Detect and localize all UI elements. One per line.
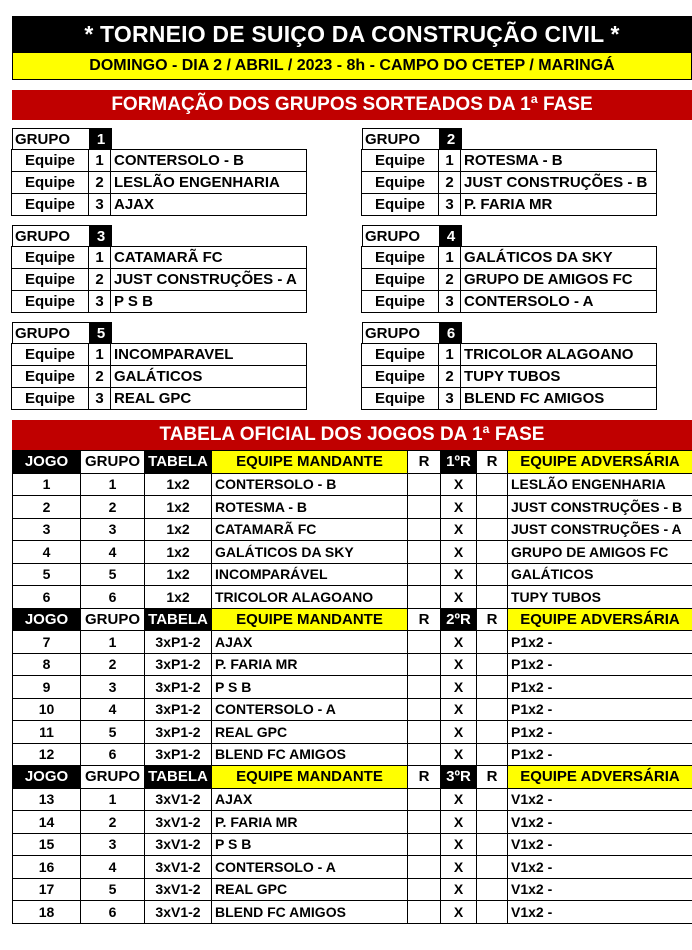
- game-row: [13, 721, 692, 744]
- game-vs: X: [441, 856, 477, 879]
- col-r-away: R: [477, 608, 508, 631]
- group-team-row: [362, 269, 692, 291]
- game-away-score: [477, 676, 508, 699]
- games-section-title: TABELA OFICIAL DOS JOGOS DA 1ª FASE: [12, 420, 692, 450]
- game-vs: X: [441, 653, 477, 676]
- game-vs: X: [441, 563, 477, 586]
- game-home-team: BLEND FC AMIGOS: [212, 743, 408, 766]
- game-vs: X: [441, 631, 477, 654]
- col-away: EQUIPE ADVERSÁRIA: [508, 608, 692, 631]
- game-home-score: [408, 473, 441, 496]
- game-table: 3xV1-2: [145, 878, 212, 901]
- team-name: REAL GPC: [110, 387, 307, 410]
- team-label: Equipe: [361, 387, 439, 410]
- game-vs: X: [441, 901, 477, 924]
- game-number: 12: [13, 743, 81, 766]
- game-vs: X: [441, 473, 477, 496]
- game-table: 3xV1-2: [145, 856, 212, 879]
- event-subtitle: DOMINGO - DIA 2 / ABRIL / 2023 - 8h - CAMPO DO CETEP / MARINGÁ: [12, 52, 692, 80]
- game-group: 5: [81, 563, 145, 586]
- team-name: GALÁTICOS: [110, 365, 307, 388]
- game-vs: X: [441, 788, 477, 811]
- game-home-score: [408, 811, 441, 834]
- group-team-row: [12, 291, 342, 313]
- col-r-away: R: [477, 451, 508, 474]
- group-team-row: [12, 150, 342, 172]
- team-label: Equipe: [361, 365, 439, 388]
- game-number: 11: [13, 721, 81, 744]
- team-name: INCOMPARAVEL: [110, 343, 307, 366]
- team-position: 3: [438, 387, 461, 410]
- game-table: 3xP1-2: [145, 631, 212, 654]
- team-position: 1: [438, 246, 461, 269]
- game-away-team: V1x2 -: [508, 788, 692, 811]
- team-label: Equipe: [361, 343, 439, 366]
- team-name: CONTERSOLO - A: [460, 290, 657, 313]
- game-home-score: [408, 496, 441, 519]
- team-label: Equipe: [11, 365, 89, 388]
- game-home-team: P. FARIA MR: [212, 653, 408, 676]
- game-number: 1: [13, 473, 81, 496]
- game-away-team: TUPY TUBOS: [508, 586, 692, 609]
- group-team-row: [362, 344, 692, 366]
- col-tabela: TABELA: [145, 766, 212, 789]
- game-vs: X: [441, 586, 477, 609]
- game-number: 10: [13, 698, 81, 721]
- game-row: [13, 676, 692, 699]
- game-table: 3xV1-2: [145, 901, 212, 924]
- game-home-team: CATAMARÃ FC: [212, 518, 408, 541]
- game-away-team: P1x2 -: [508, 721, 692, 744]
- game-table: 1x2: [145, 563, 212, 586]
- game-home-score: [408, 586, 441, 609]
- col-round: 3ºR: [441, 766, 477, 789]
- team-position: 3: [88, 193, 111, 216]
- team-label: Equipe: [11, 193, 89, 216]
- team-label: Equipe: [361, 149, 439, 172]
- col-home: EQUIPE MANDANTE: [212, 766, 408, 789]
- col-round: 2ºR: [441, 608, 477, 631]
- group-team-row: [362, 172, 692, 194]
- game-vs: X: [441, 698, 477, 721]
- team-label: Equipe: [11, 171, 89, 194]
- group-team-row: [362, 247, 692, 269]
- game-row: [13, 473, 692, 496]
- game-home-score: [408, 631, 441, 654]
- team-position: 1: [88, 246, 111, 269]
- group-box-6: [362, 322, 692, 410]
- col-round: 1ºR: [441, 451, 477, 474]
- games-header-row: [13, 766, 692, 789]
- team-name: GALÁTICOS DA SKY: [460, 246, 657, 269]
- group-team-row: [12, 344, 342, 366]
- team-name: CONTERSOLO - B: [110, 149, 307, 172]
- game-table: 1x2: [145, 518, 212, 541]
- team-label: Equipe: [11, 149, 89, 172]
- game-vs: X: [441, 496, 477, 519]
- game-home-team: GALÁTICOS DA SKY: [212, 541, 408, 564]
- game-away-team: P1x2 -: [508, 653, 692, 676]
- game-number: 8: [13, 653, 81, 676]
- game-table: 3xP1-2: [145, 721, 212, 744]
- game-number: 18: [13, 901, 81, 924]
- team-position: 3: [438, 193, 461, 216]
- team-position: 2: [88, 171, 111, 194]
- game-away-score: [477, 901, 508, 924]
- team-name: P S B: [110, 290, 307, 313]
- team-position: 3: [438, 290, 461, 313]
- game-home-score: [408, 541, 441, 564]
- game-group: 6: [81, 586, 145, 609]
- game-home-score: [408, 878, 441, 901]
- game-group: 3: [81, 518, 145, 541]
- team-position: 2: [438, 268, 461, 291]
- game-away-team: V1x2 -: [508, 833, 692, 856]
- team-position: 3: [88, 387, 111, 410]
- col-jogo: JOGO: [13, 451, 81, 474]
- game-away-score: [477, 473, 508, 496]
- team-position: 2: [88, 365, 111, 388]
- col-away: EQUIPE ADVERSÁRIA: [508, 766, 692, 789]
- game-group: 3: [81, 833, 145, 856]
- col-grupo: GRUPO: [81, 451, 145, 474]
- team-position: 2: [438, 171, 461, 194]
- team-label: Equipe: [361, 171, 439, 194]
- game-number: 6: [13, 586, 81, 609]
- group-team-row: [12, 247, 342, 269]
- game-away-score: [477, 496, 508, 519]
- game-group: 1: [81, 631, 145, 654]
- game-group: 5: [81, 721, 145, 744]
- game-vs: X: [441, 743, 477, 766]
- game-home-score: [408, 698, 441, 721]
- game-table: 1x2: [145, 496, 212, 519]
- team-name: GRUPO DE AMIGOS FC: [460, 268, 657, 291]
- game-row: [13, 518, 692, 541]
- team-position: 1: [438, 149, 461, 172]
- col-r-away: R: [477, 766, 508, 789]
- game-group: 2: [81, 811, 145, 834]
- team-position: 1: [438, 343, 461, 366]
- game-away-team: V1x2 -: [508, 901, 692, 924]
- group-team-row: [362, 194, 692, 216]
- groups-section-title: FORMAÇÃO DOS GRUPOS SORTEADOS DA 1ª FASE: [12, 90, 692, 120]
- group-team-row: [12, 366, 342, 388]
- game-away-score: [477, 856, 508, 879]
- col-r-home: R: [408, 451, 441, 474]
- game-row: [13, 901, 692, 924]
- team-name: AJAX: [110, 193, 307, 216]
- game-group: 2: [81, 496, 145, 519]
- group-team-row: [12, 269, 342, 291]
- game-row: [13, 631, 692, 654]
- game-row: [13, 856, 692, 879]
- team-label: Equipe: [361, 268, 439, 291]
- game-number: 4: [13, 541, 81, 564]
- game-row: [13, 788, 692, 811]
- col-home: EQUIPE MANDANTE: [212, 451, 408, 474]
- team-name: ROTESMA - B: [460, 149, 657, 172]
- game-home-score: [408, 676, 441, 699]
- game-table: 3xP1-2: [145, 698, 212, 721]
- games-header-row: [13, 451, 692, 474]
- game-group: 4: [81, 698, 145, 721]
- game-home-score: [408, 788, 441, 811]
- game-table: 1x2: [145, 541, 212, 564]
- team-label: Equipe: [11, 387, 89, 410]
- game-number: 16: [13, 856, 81, 879]
- game-group: 3: [81, 676, 145, 699]
- game-away-score: [477, 698, 508, 721]
- game-number: 9: [13, 676, 81, 699]
- game-row: [13, 563, 692, 586]
- team-label: Equipe: [11, 290, 89, 313]
- game-away-team: LESLÃO ENGENHARIA: [508, 473, 692, 496]
- team-label: Equipe: [11, 268, 89, 291]
- group-label: GRUPO: [12, 322, 90, 344]
- game-group: 4: [81, 856, 145, 879]
- team-name: P. FARIA MR: [460, 193, 657, 216]
- game-vs: X: [441, 518, 477, 541]
- game-away-team: V1x2 -: [508, 856, 692, 879]
- game-away-score: [477, 878, 508, 901]
- game-away-team: JUST CONSTRUÇÕES - A: [508, 518, 692, 541]
- game-home-team: AJAX: [212, 631, 408, 654]
- team-position: 2: [438, 365, 461, 388]
- group-team-row: [12, 388, 342, 410]
- game-home-team: CONTERSOLO - A: [212, 698, 408, 721]
- group-team-row: [362, 388, 692, 410]
- game-vs: X: [441, 541, 477, 564]
- group-team-row: [362, 366, 692, 388]
- game-away-team: P1x2 -: [508, 698, 692, 721]
- game-vs: X: [441, 833, 477, 856]
- game-row: [13, 541, 692, 564]
- game-home-score: [408, 563, 441, 586]
- game-home-score: [408, 743, 441, 766]
- group-number: 3: [90, 225, 112, 247]
- game-away-team: JUST CONSTRUÇÕES - B: [508, 496, 692, 519]
- game-number: 13: [13, 788, 81, 811]
- col-r-home: R: [408, 766, 441, 789]
- group-label: GRUPO: [362, 128, 440, 150]
- group-label: GRUPO: [362, 322, 440, 344]
- game-home-team: P S B: [212, 676, 408, 699]
- game-away-score: [477, 563, 508, 586]
- group-number: 6: [440, 322, 462, 344]
- game-away-team: P1x2 -: [508, 676, 692, 699]
- game-row: [13, 586, 692, 609]
- group-label: GRUPO: [12, 128, 90, 150]
- team-name: TRICOLOR ALAGOANO: [460, 343, 657, 366]
- team-label: Equipe: [11, 343, 89, 366]
- team-position: 3: [88, 290, 111, 313]
- game-vs: X: [441, 676, 477, 699]
- tournament-title: * TORNEIO DE SUIÇO DA CONSTRUÇÃO CIVIL *: [12, 16, 692, 52]
- game-home-team: CONTERSOLO - A: [212, 856, 408, 879]
- group-team-row: [362, 291, 692, 313]
- game-group: 4: [81, 541, 145, 564]
- game-away-team: GRUPO DE AMIGOS FC: [508, 541, 692, 564]
- group-box-2: [362, 128, 692, 216]
- group-box-4: [362, 225, 692, 313]
- game-away-score: [477, 518, 508, 541]
- game-number: 5: [13, 563, 81, 586]
- col-home: EQUIPE MANDANTE: [212, 608, 408, 631]
- game-vs: X: [441, 811, 477, 834]
- game-away-team: GALÁTICOS: [508, 563, 692, 586]
- game-home-score: [408, 901, 441, 924]
- group-label: GRUPO: [12, 225, 90, 247]
- game-number: 15: [13, 833, 81, 856]
- game-number: 17: [13, 878, 81, 901]
- game-home-team: TRICOLOR ALAGOANO: [212, 586, 408, 609]
- game-away-score: [477, 743, 508, 766]
- game-table: 1x2: [145, 586, 212, 609]
- game-number: 2: [13, 496, 81, 519]
- game-number: 7: [13, 631, 81, 654]
- team-label: Equipe: [11, 246, 89, 269]
- game-home-score: [408, 833, 441, 856]
- game-row: [13, 698, 692, 721]
- team-label: Equipe: [361, 246, 439, 269]
- game-group: 1: [81, 473, 145, 496]
- game-away-team: V1x2 -: [508, 878, 692, 901]
- col-away: EQUIPE ADVERSÁRIA: [508, 451, 692, 474]
- game-vs: X: [441, 878, 477, 901]
- games-table: [12, 450, 692, 924]
- team-label: Equipe: [361, 193, 439, 216]
- game-home-team: P. FARIA MR: [212, 811, 408, 834]
- game-group: 6: [81, 743, 145, 766]
- game-home-team: P S B: [212, 833, 408, 856]
- game-number: 3: [13, 518, 81, 541]
- game-away-score: [477, 721, 508, 744]
- game-table: 3xV1-2: [145, 811, 212, 834]
- game-row: [13, 878, 692, 901]
- team-position: 1: [88, 343, 111, 366]
- team-name: JUST CONSTRUÇÕES - B: [460, 171, 657, 194]
- team-name: LESLÃO ENGENHARIA: [110, 171, 307, 194]
- game-group: 6: [81, 901, 145, 924]
- group-number: 1: [90, 128, 112, 150]
- col-grupo: GRUPO: [81, 608, 145, 631]
- game-home-team: REAL GPC: [212, 878, 408, 901]
- game-home-team: BLEND FC AMIGOS: [212, 901, 408, 924]
- game-table: 3xV1-2: [145, 788, 212, 811]
- game-away-team: P1x2 -: [508, 743, 692, 766]
- team-name: CATAMARÃ FC: [110, 246, 307, 269]
- game-away-score: [477, 833, 508, 856]
- game-row: [13, 743, 692, 766]
- game-table: 3xP1-2: [145, 676, 212, 699]
- group-box-5: [12, 322, 342, 410]
- game-away-score: [477, 586, 508, 609]
- game-number: 14: [13, 811, 81, 834]
- col-jogo: JOGO: [13, 766, 81, 789]
- game-away-score: [477, 631, 508, 654]
- game-row: [13, 811, 692, 834]
- game-home-score: [408, 721, 441, 744]
- game-table: 1x2: [145, 473, 212, 496]
- group-label: GRUPO: [362, 225, 440, 247]
- game-group: 5: [81, 878, 145, 901]
- game-home-team: REAL GPC: [212, 721, 408, 744]
- group-box-3: [12, 225, 342, 313]
- group-team-row: [12, 194, 342, 216]
- group-number: 4: [440, 225, 462, 247]
- team-position: 2: [88, 268, 111, 291]
- game-table: 3xV1-2: [145, 833, 212, 856]
- game-row: [13, 653, 692, 676]
- team-name: JUST CONSTRUÇÕES - A: [110, 268, 307, 291]
- game-row: [13, 833, 692, 856]
- team-position: 1: [88, 149, 111, 172]
- game-table: 3xP1-2: [145, 743, 212, 766]
- group-number: 2: [440, 128, 462, 150]
- group-number: 5: [90, 322, 112, 344]
- game-vs: X: [441, 721, 477, 744]
- game-home-score: [408, 653, 441, 676]
- game-group: 1: [81, 788, 145, 811]
- games-header-row: [13, 608, 692, 631]
- game-away-score: [477, 541, 508, 564]
- team-label: Equipe: [361, 290, 439, 313]
- col-tabela: TABELA: [145, 608, 212, 631]
- game-away-score: [477, 788, 508, 811]
- group-team-row: [362, 150, 692, 172]
- game-group: 2: [81, 653, 145, 676]
- game-home-score: [408, 518, 441, 541]
- game-table: 3xP1-2: [145, 653, 212, 676]
- game-home-team: ROTESMA - B: [212, 496, 408, 519]
- col-jogo: JOGO: [13, 608, 81, 631]
- col-r-home: R: [408, 608, 441, 631]
- col-grupo: GRUPO: [81, 766, 145, 789]
- game-away-score: [477, 811, 508, 834]
- group-team-row: [12, 172, 342, 194]
- game-home-score: [408, 856, 441, 879]
- game-home-team: AJAX: [212, 788, 408, 811]
- team-name: BLEND FC AMIGOS: [460, 387, 657, 410]
- game-row: [13, 496, 692, 519]
- game-away-score: [477, 653, 508, 676]
- group-box-1: [12, 128, 342, 216]
- team-name: TUPY TUBOS: [460, 365, 657, 388]
- game-home-team: CONTERSOLO - B: [212, 473, 408, 496]
- game-home-team: INCOMPARÁVEL: [212, 563, 408, 586]
- game-away-team: P1x2 -: [508, 631, 692, 654]
- col-tabela: TABELA: [145, 451, 212, 474]
- game-away-team: V1x2 -: [508, 811, 692, 834]
